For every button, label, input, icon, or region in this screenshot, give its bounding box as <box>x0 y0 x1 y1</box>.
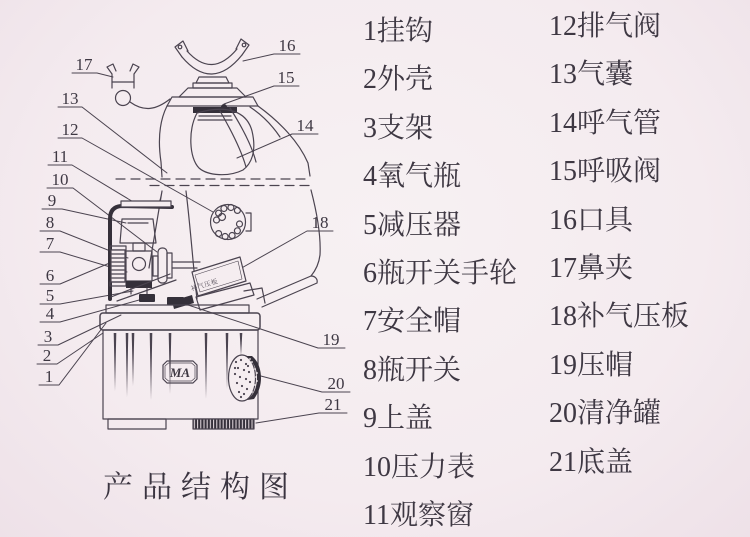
callout-12: 12 <box>61 120 79 139</box>
callout-3: 3 <box>43 327 53 346</box>
product-structure-drawing <box>0 0 360 537</box>
list-item: 10压力表 <box>363 451 476 483</box>
nose-clip-cord <box>130 99 170 108</box>
list-item: 17鼻夹 <box>549 252 634 284</box>
list-item: 3支架 <box>363 112 434 144</box>
oxygen-bottle-assembly <box>110 191 200 305</box>
list-item: 18补气压板 <box>549 301 690 333</box>
callout-17: 17 <box>75 55 93 74</box>
parts-list-right <box>549 3 689 487</box>
callout-1: 1 <box>44 367 54 386</box>
callout-9: 9 <box>47 191 57 210</box>
list-item: 14呼气管 <box>549 107 662 139</box>
list-item: 21底盖 <box>549 446 634 478</box>
callout-20: 20 <box>327 374 345 393</box>
list-item: 16口具 <box>549 204 634 236</box>
list-item: 15呼吸阀 <box>549 156 662 188</box>
list-item: 11观察窗 <box>363 499 474 531</box>
mouthpiece <box>175 39 249 74</box>
callout-numbers <box>43 36 345 414</box>
callout-4: 4 <box>45 304 55 323</box>
list-item: 4氧气瓶 <box>363 161 462 193</box>
callout-21: 21 <box>324 395 342 414</box>
callout-5: 5 <box>45 286 55 305</box>
callout-6: 6 <box>45 266 55 285</box>
nose-clip <box>107 64 170 108</box>
callout-19: 19 <box>322 330 340 349</box>
callout-13: 13 <box>61 89 79 108</box>
safety-cap <box>139 294 155 302</box>
callout-14: 14 <box>296 116 314 135</box>
callout-8: 8 <box>45 213 55 232</box>
list-item: 8瓶开关 <box>363 354 462 386</box>
breathing-valve-stack <box>167 77 258 120</box>
callout-15: 15 <box>277 68 295 87</box>
callout-18: 18 <box>311 213 329 232</box>
parts-list-left <box>363 8 517 537</box>
list-item: 9上盖 <box>363 403 434 435</box>
shell-flap <box>257 276 317 307</box>
bottom-cover-strip <box>193 419 254 429</box>
callout-2: 2 <box>42 346 52 365</box>
callout-7: 7 <box>45 234 55 253</box>
list-item: 13气囊 <box>549 59 634 91</box>
list-item: 20清净罐 <box>549 398 662 430</box>
callout-16: 16 <box>278 36 296 55</box>
list-item: 1挂钩 <box>363 16 434 47</box>
list-item: 6瓶开关手轮 <box>363 257 518 289</box>
list-item: 12排气阀 <box>549 11 662 42</box>
plate-embossed-label: 补气压板 <box>190 278 219 294</box>
handwheel <box>110 246 126 286</box>
diagram-caption: 产品结构图 <box>103 471 298 504</box>
list-item: 19压帽 <box>549 349 634 381</box>
callout-11: 11 <box>51 147 69 166</box>
list-item: 7安全帽 <box>363 306 462 338</box>
exhaust-valve <box>211 205 252 240</box>
callout-10: 10 <box>51 170 69 189</box>
purifier-window <box>229 355 262 401</box>
case-foot <box>108 419 166 429</box>
list-item: 2外壳 <box>363 64 434 96</box>
list-item: 5减压器 <box>363 209 462 241</box>
bottle-switch <box>126 251 152 281</box>
ma-badge-label: MA <box>169 365 191 380</box>
